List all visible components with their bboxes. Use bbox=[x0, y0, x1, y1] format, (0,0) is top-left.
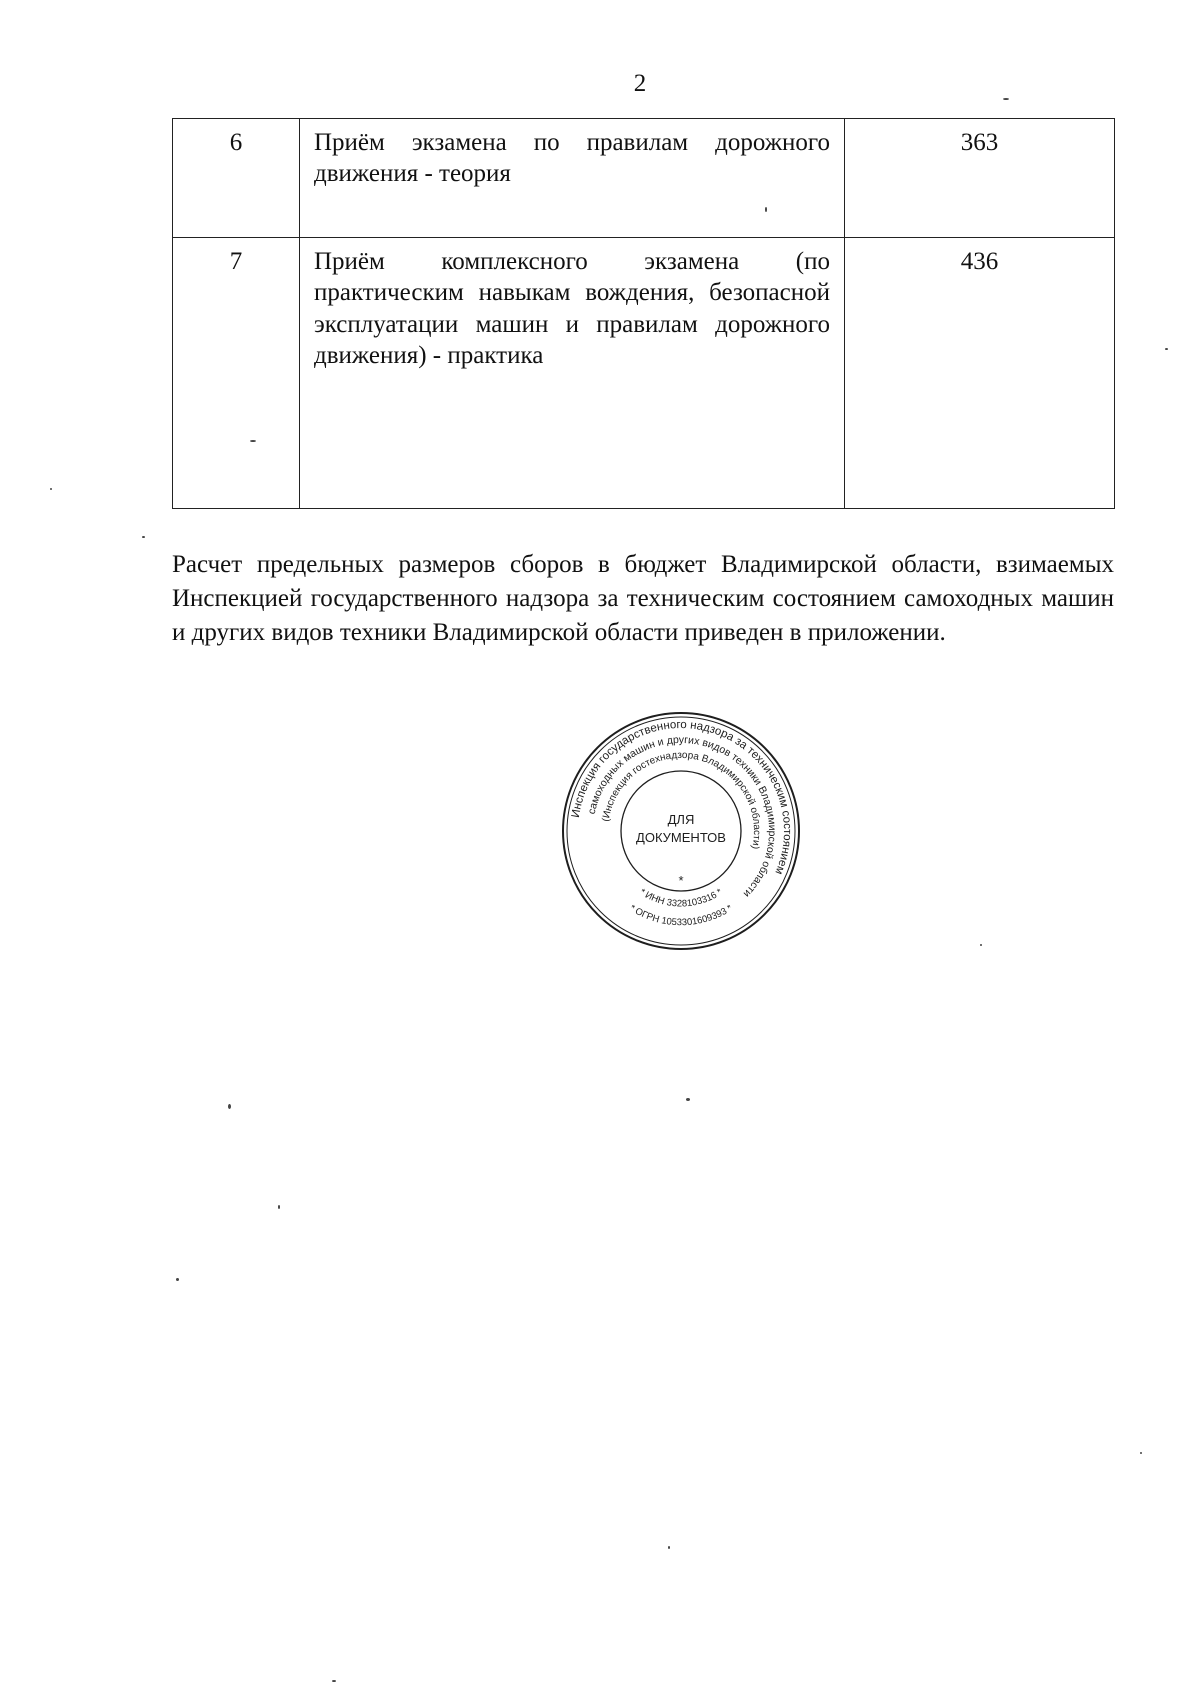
row-fee-value: 436 bbox=[845, 238, 1115, 509]
row-service-name: Приём экзамена по правилам дорожного движения - теория bbox=[300, 119, 845, 238]
table-row bbox=[173, 238, 1115, 509]
row-number: 7 bbox=[173, 238, 300, 509]
stamp-ogrn: * ОГРН 1053301609393 * bbox=[627, 902, 735, 929]
row-number: 6 bbox=[173, 119, 300, 238]
body-paragraph: Расчет предельных размеров сборов в бюджет Владимирской области, взимаемых Инспекцией государственного надзора за техническим состоянием самоходных машин и других видов техники Владимирской области приведен в приложении. bbox=[172, 551, 1114, 646]
stamp-center-line-2: ДОКУМЕНТОВ bbox=[636, 830, 726, 845]
stamp-inner-ring-text: (Инспекция гостехнадзора Владимирской области) bbox=[600, 749, 763, 851]
row-fee-value: 363 bbox=[845, 119, 1115, 238]
stamp-middle-ring-text: самоходных машин и других видов техники Владимирской области bbox=[585, 733, 779, 900]
stamp-center-line-1: ДЛЯ bbox=[667, 812, 695, 827]
row-service-name: Приём комплексного экзамена (по практическим навыкам вождения, безопасной эксплуатации машин и правилам дорожного движения) - практика bbox=[300, 238, 845, 509]
stamp-inn: * ИНН 3328103316 * bbox=[637, 886, 725, 910]
page-number: 2 bbox=[633, 70, 647, 97]
table-row bbox=[173, 119, 1115, 238]
stamp-outer-ring-text: Инспекция государственного надзора за техническим состоянием bbox=[569, 718, 794, 877]
fees-table bbox=[172, 118, 1115, 509]
stamp-star: * bbox=[678, 873, 684, 888]
official-stamp bbox=[560, 710, 802, 952]
